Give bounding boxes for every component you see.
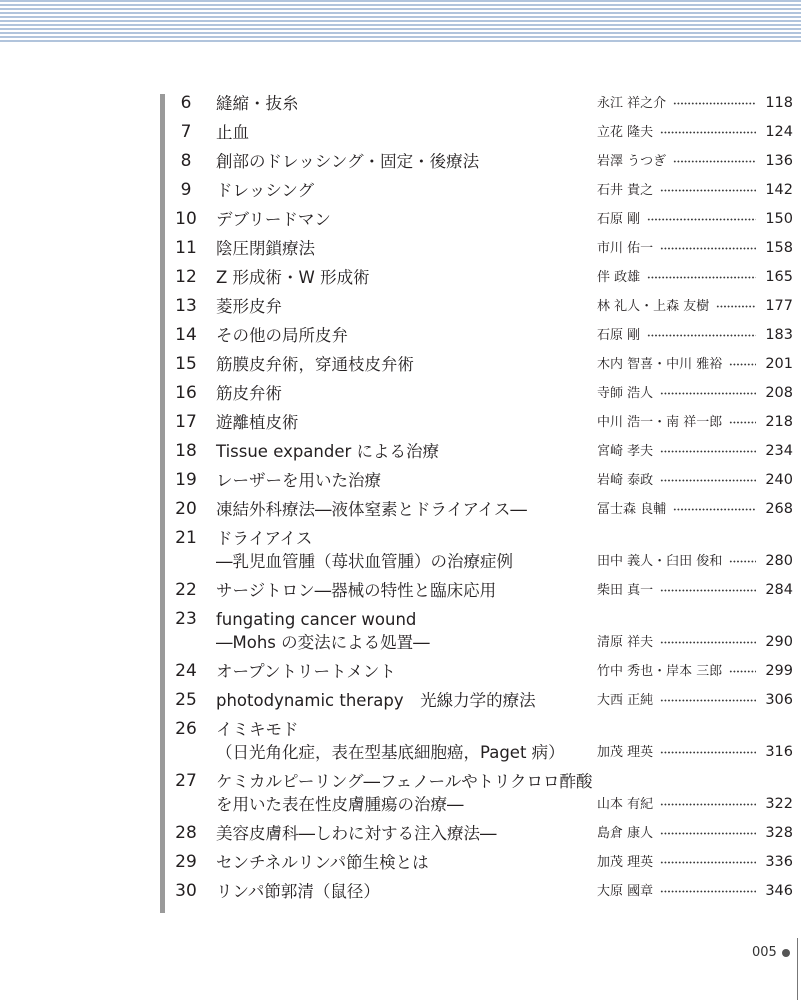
chapter-title-line: デブリードマン xyxy=(216,210,331,229)
chapter-title xyxy=(202,295,597,318)
chapter-author: 林 礼人・上森 友樹 xyxy=(597,299,710,314)
dot-leader xyxy=(660,131,756,134)
dot-leader xyxy=(660,247,756,250)
chapter-title-line: （日光角化症，表在型基底細胞癌，Paget 病） xyxy=(216,743,565,762)
chapter-title xyxy=(202,353,597,376)
chapter-number: 11 xyxy=(175,238,197,258)
toc-entry xyxy=(170,579,793,602)
chapter-title xyxy=(202,266,597,289)
toc-entry xyxy=(170,382,793,405)
dot-leader xyxy=(716,305,756,308)
chapter-title xyxy=(202,689,597,712)
dot-leader xyxy=(673,160,756,163)
chapter-title-line: 遊離植皮術 xyxy=(216,413,299,432)
chapter-title-line: Z 形成術・W 形成術 xyxy=(216,268,370,287)
chapter-author: 宮崎 孝夫 xyxy=(597,444,654,459)
chapter-number: 21 xyxy=(175,528,197,548)
toc-entry xyxy=(170,880,793,903)
toc-entry xyxy=(170,689,793,712)
dot-leader xyxy=(673,102,756,105)
chapter-number: 8 xyxy=(180,151,192,171)
chapter-number: 15 xyxy=(175,354,197,374)
chapter-number: 12 xyxy=(175,267,197,287)
chapter-author: 岩崎 泰政 xyxy=(597,473,654,488)
chapter-title-line: fungating cancer wound xyxy=(216,610,417,629)
dot-leader xyxy=(660,641,756,644)
chapter-page-number: 299 xyxy=(765,663,793,679)
chapter-author: 伴 政雄 xyxy=(597,270,641,285)
chapter-title xyxy=(202,382,597,405)
chapter-author: 大原 國章 xyxy=(597,884,654,899)
dot-leader xyxy=(660,861,756,864)
chapter-meta xyxy=(597,631,793,654)
chapter-author: 市川 佑一 xyxy=(597,241,654,256)
dot-leader xyxy=(647,276,756,279)
chapter-title xyxy=(202,851,597,874)
chapter-title xyxy=(202,822,597,845)
dot-leader xyxy=(647,334,756,337)
side-accent-bar xyxy=(160,94,165,913)
chapter-meta xyxy=(597,208,793,231)
toc-entry xyxy=(170,608,793,654)
chapter-author: 竹中 秀也・岸本 三郎 xyxy=(597,664,723,679)
chapter-title-line: ―乳児血管腫（苺状血管腫）の治療症例 xyxy=(216,552,513,571)
chapter-author: 寺師 浩人 xyxy=(597,386,654,401)
toc-entry xyxy=(170,440,793,463)
chapter-number: 9 xyxy=(180,180,192,200)
chapter-title xyxy=(202,880,597,903)
chapter-page-number: 201 xyxy=(765,356,793,372)
chapter-meta xyxy=(597,880,793,903)
chapter-title-line: センチネルリンパ節生検とは xyxy=(216,853,429,872)
chapter-author: 冨士森 良輔 xyxy=(597,502,667,517)
chapter-meta xyxy=(597,822,793,845)
chapter-page-number: 124 xyxy=(765,124,793,140)
chapter-author: 石井 貴之 xyxy=(597,183,654,198)
toc-entry xyxy=(170,822,793,845)
chapter-author: 加茂 理英 xyxy=(597,855,654,870)
chapter-meta xyxy=(597,440,793,463)
chapter-page-number: 290 xyxy=(765,634,793,650)
table-of-contents xyxy=(170,92,793,909)
chapter-meta xyxy=(597,92,793,115)
toc-entry xyxy=(170,718,793,764)
chapter-number: 10 xyxy=(175,209,197,229)
chapter-meta xyxy=(597,741,793,764)
chapter-title xyxy=(202,770,597,816)
toc-entry xyxy=(170,266,793,289)
chapter-page-number: 158 xyxy=(765,240,793,256)
chapter-meta xyxy=(597,411,793,434)
chapter-meta xyxy=(597,237,793,260)
chapter-title xyxy=(202,718,597,764)
dot-leader xyxy=(729,560,756,563)
chapter-page-number: 336 xyxy=(765,854,793,870)
chapter-title xyxy=(202,150,597,173)
chapter-title-line: 美容皮膚科―しわに対する注入療法― xyxy=(216,824,497,843)
chapter-number: 22 xyxy=(175,580,197,600)
chapter-number: 17 xyxy=(175,412,197,432)
chapter-page-number: 234 xyxy=(765,443,793,459)
chapter-title xyxy=(202,208,597,231)
toc-entry xyxy=(170,411,793,434)
toc-entry xyxy=(170,770,793,816)
chapter-meta xyxy=(597,498,793,521)
dot-leader xyxy=(660,890,756,893)
chapter-title xyxy=(202,660,597,683)
dot-leader xyxy=(660,589,756,592)
chapter-author: 田中 義人・臼田 俊和 xyxy=(597,554,723,569)
chapter-title-line: 創部のドレッシング・固定・後療法 xyxy=(216,152,480,171)
dot-leader xyxy=(673,508,756,511)
chapter-title xyxy=(202,237,597,260)
chapter-page-number: 183 xyxy=(765,327,793,343)
chapter-author: 中川 浩一・南 祥一郎 xyxy=(597,415,723,430)
toc-entry xyxy=(170,92,793,115)
chapter-page-number: 346 xyxy=(765,883,793,899)
dot-leader xyxy=(660,803,756,806)
chapter-author: 加茂 理英 xyxy=(597,745,654,760)
chapter-title xyxy=(202,92,597,115)
chapter-title xyxy=(202,579,597,602)
chapter-meta xyxy=(597,660,793,683)
chapter-number: 23 xyxy=(175,609,197,629)
chapter-title xyxy=(202,469,597,492)
chapter-title-line: その他の局所皮弁 xyxy=(216,326,348,345)
chapter-page-number: 142 xyxy=(765,182,793,198)
toc-entry xyxy=(170,150,793,173)
toc-entry xyxy=(170,469,793,492)
chapter-author: 立花 隆夫 xyxy=(597,125,654,140)
chapter-page-number: 284 xyxy=(765,582,793,598)
dot-leader xyxy=(647,218,756,221)
chapter-meta xyxy=(597,179,793,202)
dot-leader xyxy=(660,479,756,482)
header-stripes xyxy=(0,0,801,42)
toc-entry xyxy=(170,324,793,347)
chapter-title xyxy=(202,498,597,521)
chapter-page-number: 165 xyxy=(765,269,793,285)
chapter-author: 清原 祥夫 xyxy=(597,635,654,650)
folio-bullet-icon xyxy=(782,949,790,957)
dot-leader xyxy=(660,751,756,754)
folio-page-number: 005 xyxy=(752,945,777,960)
toc-entry xyxy=(170,121,793,144)
chapter-author: 石原 剛 xyxy=(597,328,641,343)
chapter-number: 25 xyxy=(175,690,197,710)
chapter-number: 24 xyxy=(175,661,197,681)
toc-entry xyxy=(170,851,793,874)
chapter-author: 永江 祥之介 xyxy=(597,96,667,111)
dot-leader xyxy=(660,392,756,395)
chapter-title-line: Tissue expander による治療 xyxy=(216,442,440,461)
dot-leader xyxy=(660,189,756,192)
chapter-author: 大西 正純 xyxy=(597,693,654,708)
chapter-author: 柴田 真一 xyxy=(597,583,654,598)
dot-leader xyxy=(729,670,756,673)
chapter-meta xyxy=(597,121,793,144)
chapter-page-number: 280 xyxy=(765,553,793,569)
chapter-title-line: サージトロン―器械の特性と臨床応用 xyxy=(216,581,497,600)
chapter-number: 29 xyxy=(175,852,197,872)
toc-entry xyxy=(170,208,793,231)
toc-entry xyxy=(170,353,793,376)
toc-entry xyxy=(170,237,793,260)
chapter-title xyxy=(202,527,597,573)
chapter-title-line: 筋皮弁術 xyxy=(216,384,282,403)
chapter-title-line: ドライアイス xyxy=(216,529,313,548)
chapter-meta xyxy=(597,266,793,289)
chapter-title xyxy=(202,324,597,347)
chapter-meta xyxy=(597,150,793,173)
toc-entry xyxy=(170,527,793,573)
chapter-title-line: 筋膜皮弁術，穿通枝皮弁術 xyxy=(216,355,414,374)
chapter-title-line: オープントリートメント xyxy=(216,662,396,681)
chapter-page-number: 322 xyxy=(765,796,793,812)
chapter-author: 島倉 康人 xyxy=(597,826,654,841)
chapter-number: 7 xyxy=(180,122,192,142)
chapter-author: 石原 剛 xyxy=(597,212,641,227)
chapter-number: 14 xyxy=(175,325,197,345)
chapter-meta xyxy=(597,689,793,712)
toc-entry xyxy=(170,498,793,521)
chapter-number: 26 xyxy=(175,719,197,739)
chapter-title-line: 菱形皮弁 xyxy=(216,297,282,316)
chapter-title xyxy=(202,121,597,144)
dot-leader xyxy=(660,832,756,835)
chapter-page-number: 316 xyxy=(765,744,793,760)
chapter-number: 19 xyxy=(175,470,197,490)
dot-leader xyxy=(729,363,756,366)
chapter-page-number: 177 xyxy=(765,298,793,314)
chapter-title-line: 陰圧閉鎖療法 xyxy=(216,239,315,258)
chapter-page-number: 306 xyxy=(765,692,793,708)
chapter-meta xyxy=(597,550,793,573)
chapter-title-line: レーザーを用いた治療 xyxy=(216,471,381,490)
chapter-meta xyxy=(597,851,793,874)
chapter-number: 18 xyxy=(175,441,197,461)
chapter-page-number: 240 xyxy=(765,472,793,488)
chapter-title-line: ―Mohs の変法による処置― xyxy=(216,633,430,652)
chapter-meta xyxy=(597,793,793,816)
chapter-title-line: を用いた表在性皮膚腫瘍の治療― xyxy=(216,795,464,814)
chapter-number: 27 xyxy=(175,771,197,791)
chapter-number: 13 xyxy=(175,296,197,316)
dot-leader xyxy=(660,699,756,702)
chapter-meta xyxy=(597,353,793,376)
chapter-title-line: 縫縮・抜糸 xyxy=(216,94,299,113)
chapter-title-line: ドレッシング xyxy=(216,181,315,200)
chapter-title xyxy=(202,608,597,654)
dot-leader xyxy=(729,421,756,424)
chapter-meta xyxy=(597,324,793,347)
chapter-title-line: リンパ節郭清（鼠径） xyxy=(216,882,380,901)
chapter-title-line: 止血 xyxy=(216,123,249,142)
chapter-page-number: 218 xyxy=(765,414,793,430)
chapter-page-number: 150 xyxy=(765,211,793,227)
chapter-author: 木内 智喜・中川 雅裕 xyxy=(597,357,723,372)
chapter-page-number: 328 xyxy=(765,825,793,841)
chapter-meta xyxy=(597,382,793,405)
chapter-number: 20 xyxy=(175,499,197,519)
chapter-page-number: 268 xyxy=(765,501,793,517)
chapter-number: 30 xyxy=(175,881,197,901)
chapter-title xyxy=(202,411,597,434)
chapter-number: 28 xyxy=(175,823,197,843)
chapter-meta xyxy=(597,469,793,492)
dot-leader xyxy=(660,450,756,453)
toc-entry xyxy=(170,179,793,202)
folio-vertical-rule xyxy=(797,938,798,1000)
chapter-page-number: 208 xyxy=(765,385,793,401)
chapter-page-number: 136 xyxy=(765,153,793,169)
chapter-title xyxy=(202,440,597,463)
chapter-title-line: ケミカルピーリング―フェノールやトリクロロ酢酸 xyxy=(216,772,593,791)
toc-entry xyxy=(170,660,793,683)
chapter-meta xyxy=(597,579,793,602)
chapter-author: 山本 有紀 xyxy=(597,797,654,812)
toc-entry xyxy=(170,295,793,318)
chapter-title-line: 凍結外科療法―液体窒素とドライアイス― xyxy=(216,500,527,519)
chapter-page-number: 118 xyxy=(765,95,793,111)
chapter-number: 16 xyxy=(175,383,197,403)
chapter-meta xyxy=(597,295,793,318)
chapter-title-line: イミキモド xyxy=(216,720,299,739)
chapter-number: 6 xyxy=(180,93,192,113)
chapter-author: 岩澤 うつぎ xyxy=(597,154,667,169)
chapter-title-line: photodynamic therapy 光線力学的療法 xyxy=(216,691,536,710)
chapter-title xyxy=(202,179,597,202)
